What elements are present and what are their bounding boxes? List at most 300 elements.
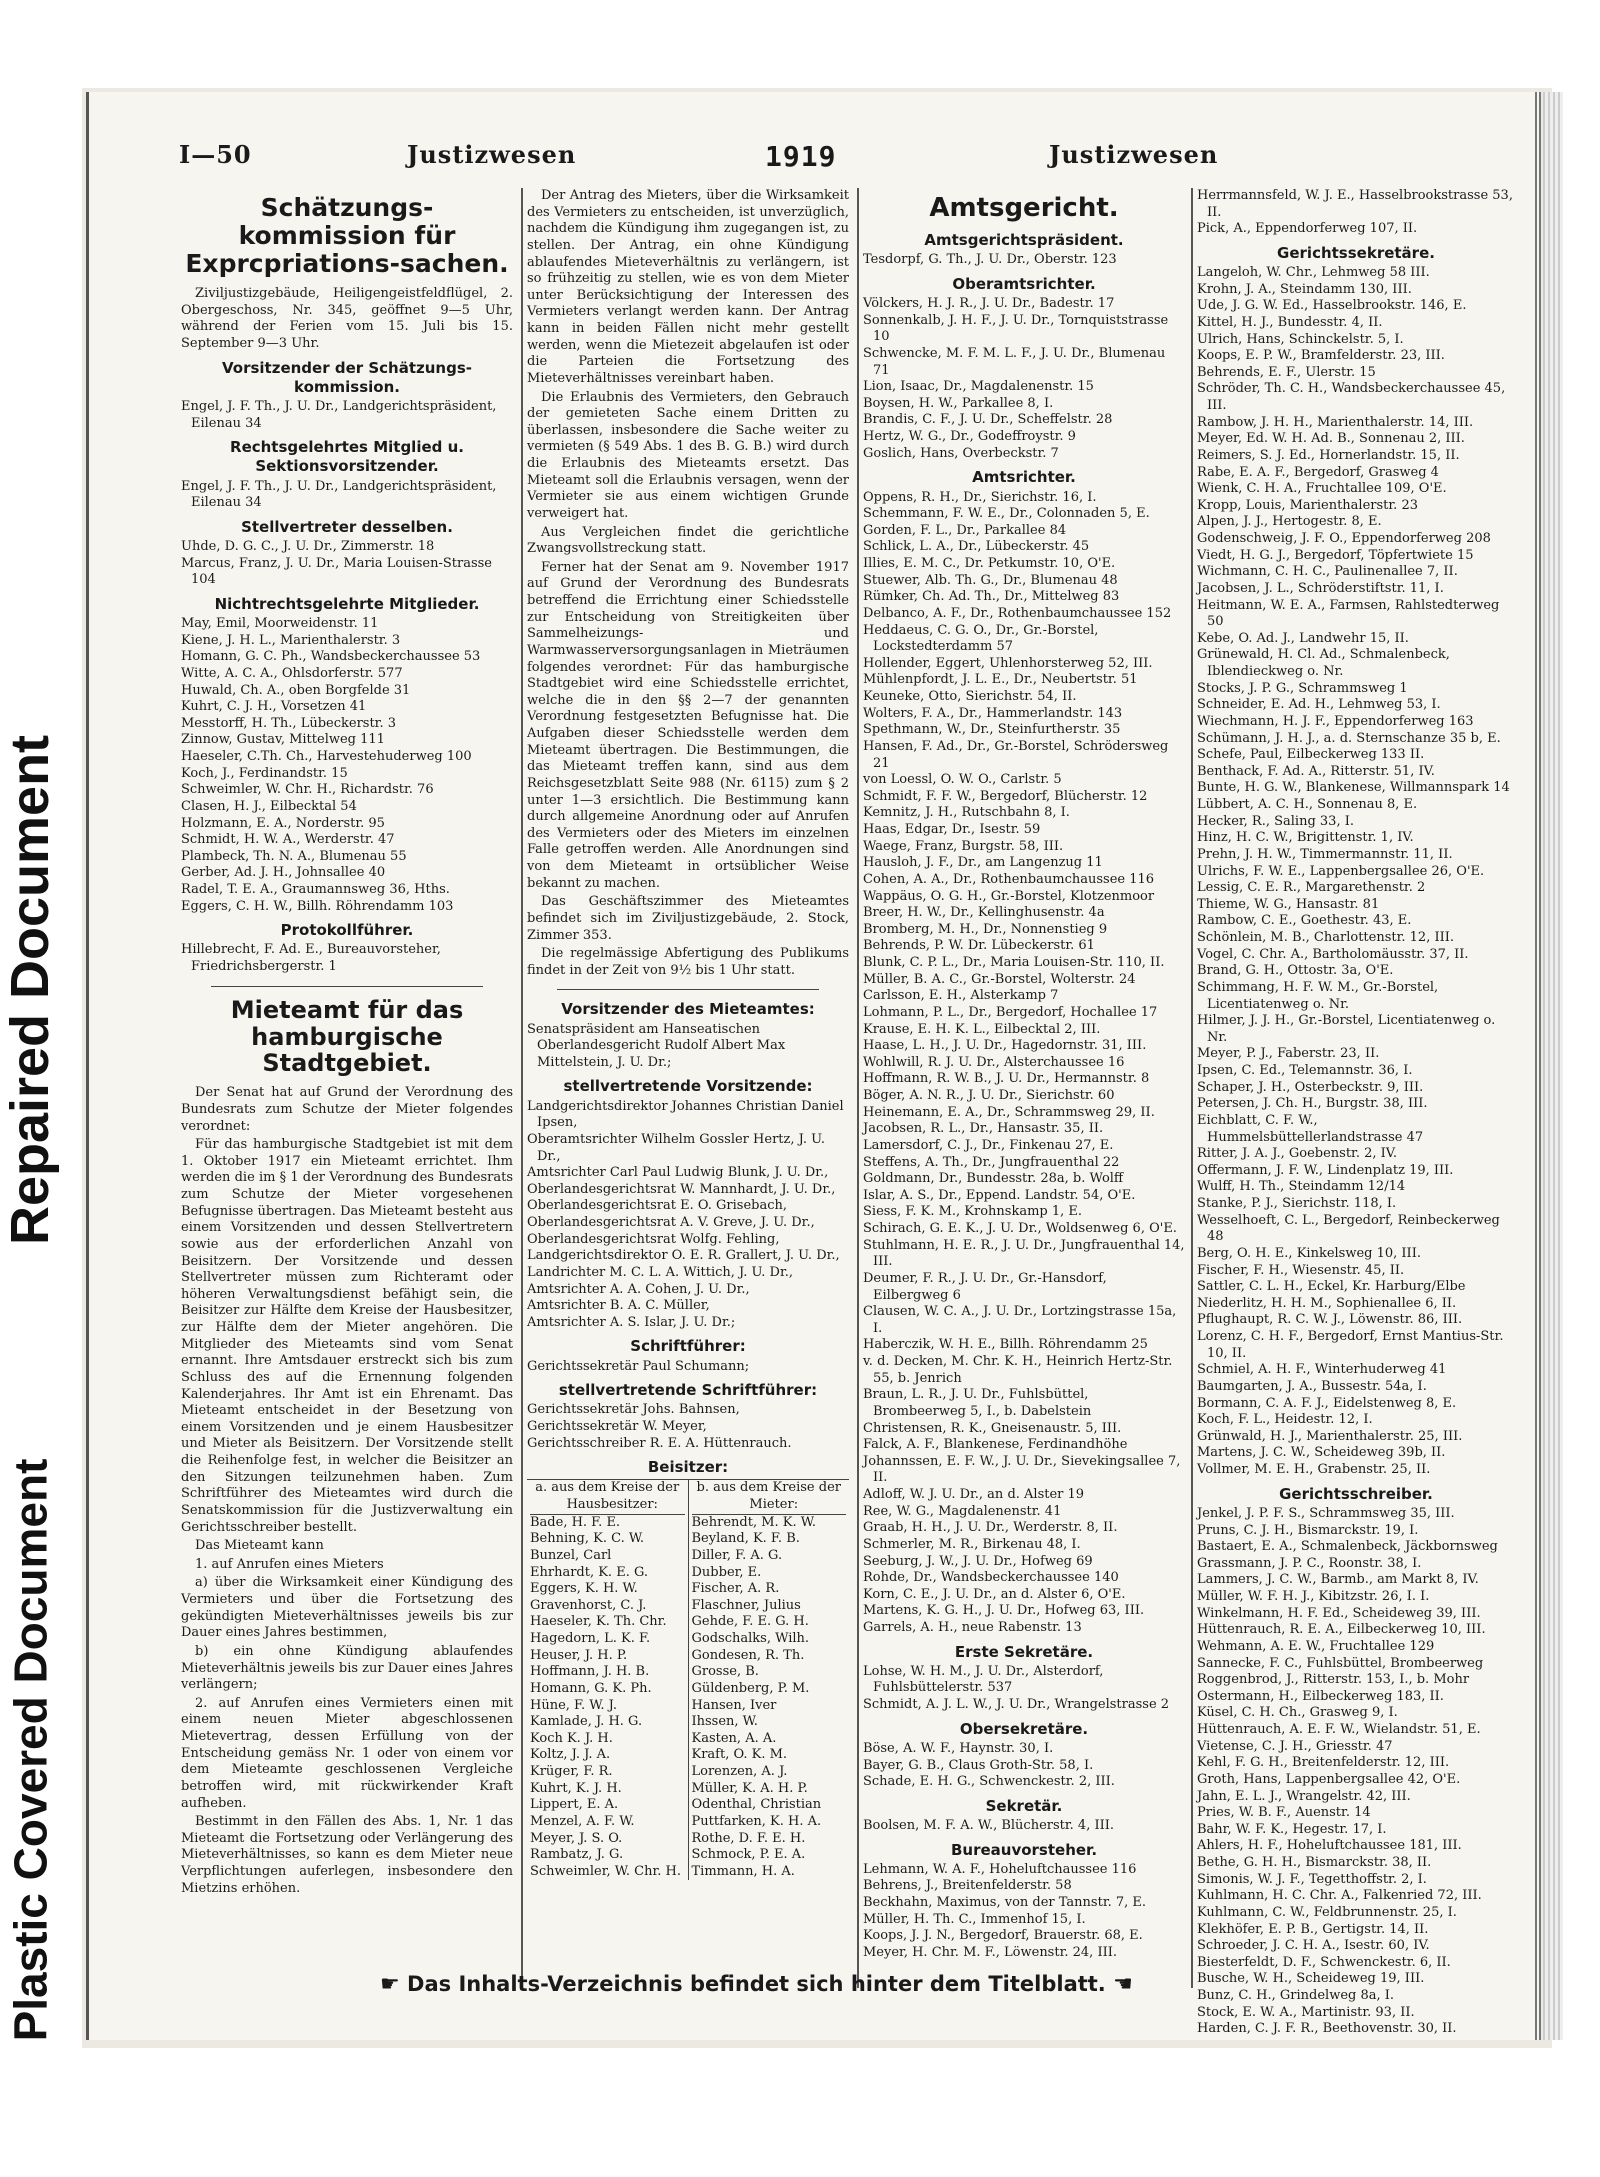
heading: Oberamtsrichter. [952,274,1096,293]
list-item: Boolsen, M. F. A. W., Blücherstr. 4, III. [863,1817,1115,1833]
list-item: Lion, Isaac, Dr., Magdalenenstr. 15 [863,379,1094,395]
list-item: Sannecke, F. C., Fuhlsbüttel, Brombeerweg [1197,1655,1484,1671]
list-item: Kamlade, J. H. G. [530,1714,643,1730]
list-item: Pries, W. B. F., Auenstr. 14 [1197,1805,1371,1821]
list-item: Wulff, H. Th., Steindamm 12/14 [1197,1179,1406,1195]
list-item: Engel, J. F. Th., J. U. Dr., Landgerichtspräsident, Eilenau 34 [181,398,497,431]
list-item: Koltz, J. J. A. [530,1747,611,1763]
list [181,616,513,915]
list-item: Schirach, G. E. K., J. U. Dr., Woldsenweg 6, O'E. [863,1221,1177,1237]
heading: stellvertretende Schriftführer: [558,1381,818,1400]
list-item: Hollender, Eggert, Uhlenhorsterweg 52, III. [863,655,1153,671]
list-item: Stuewer, Alb. Th. G., Dr., Blumenau 48 [863,572,1118,588]
list-item: Hertz, W. G., Dr., Godeffroystr. 9 [863,429,1076,445]
list-item: Oberlandesgerichtsrat A. V. Greve, J. U. Dr., [527,1215,815,1230]
list-item: Biesterfeldt, D. F., Schwenckestr. 6, II. [1197,1954,1451,1970]
list-item: Rohde, Dr., Wandsbeckerchaussee 140 [863,1570,1119,1586]
list-item: Oberlandesgerichtsrat W. Mannhardt, J. U. Dr., [527,1181,836,1197]
list-item: Vogel, C. Chr. A., Bartholomäusstr. 37, II. [1197,946,1469,962]
list-item: Martens, K. G. H., J. U. Dr., Hofweg 63, III. [863,1603,1145,1619]
list [863,252,1185,269]
list-item: Langeloh, W. Chr., Lehmweg 58 III. [1197,265,1430,281]
list-item: Schümann, J. H. J., a. d. Sternschanze 35 b, E. [1197,730,1501,746]
list-item: Simonis, W. J. F., Tegetthoffstr. 2, I. [1197,1871,1427,1887]
list-item: Odenthal, Christian [691,1797,822,1813]
list-item: Hoffmann, R. W. B., J. U. Dr., Hermannstr. 8 [863,1071,1150,1087]
list-item: Harden, C. J. F. R., Beethovenstr. 30, II. [1197,2021,1457,2037]
list-item: Heitmann, W. E. A., Farmsen, Rahlstedterweg 50 [1197,597,1500,630]
list [1197,188,1515,238]
list-item: Amtsrichter B. A. C. Müller, [527,1298,710,1314]
list-item: Behrendt, M. K. W. [691,1514,816,1530]
list-item: Pflughaupt, R. C. W. J., Löwenstr. 86, III. [1197,1312,1463,1328]
heading: Gerichtssekretäre. [1277,243,1435,262]
list-item: Kasten, A. A. [691,1730,777,1746]
list-item: Pick, A., Eppendorferweg 107, II. [1197,221,1418,237]
paragraph: Die Erlaubnis des Vermieters, den Gebrauch der gemieteten Sache einem Dritten zu überlassen, insbesondere die Sache weiter zu vermieten (§ 549 Abs. 1 des B. G. B.) wird durch die Erlaubnis des Mieteamts ersetzt. Das Mieteamt soll die Erlaubnis versagen, wenn der Vermieter sie aus einem wichtigen Grunde verweigert hat. [527,389,849,521]
list-item: Schmidt, F. F. W., Bergedorf, Blücherstr. 12 [863,788,1148,804]
list-item: Martens, J. C. W., Scheideweg 39b, II. [1197,1445,1446,1461]
list-item: Meyer, Ed. W. H. Ad. B., Sonnenau 2, III. [1197,431,1465,447]
list-item: Ude, J. G. W. Ed., Hasselbrookstr. 146, E. [1197,298,1467,314]
list-item: Oppens, R. H., Dr., Sierichstr. 16, I. [863,489,1097,505]
list-item: Deumer, F. R., J. U. Dr., Gr.-Hansdorf, Eilbergweg 6 [863,1270,1107,1303]
column-1 [181,188,513,2008]
list-item: Reimers, S. J. Ed., Hornerlandstr. 15, II. [1197,447,1460,463]
section-title-mieteamt: Mieteamt für das hamburgische Stadtgebiet. [230,995,464,1078]
list-item: Falck, A. F., Blankenese, Ferdinandhöhe [863,1437,1128,1453]
list [527,1099,849,1332]
list-item: Goldmann, Dr., Bundesstr. 28a, b. Wolff [863,1171,1124,1187]
list-item: Messtorff, H. Th., Lübeckerstr. 3 [181,715,396,731]
list-item: Lübbert, A. C. H., Sonnenau 8, E. [1197,797,1418,813]
list-item: Wienk, C. H. A., Fruchtallee 109, O'E. [1197,481,1447,497]
column-4 [1197,188,1515,2037]
list-item: Landgerichtsdirektor Johannes Christian Daniel Ipsen, [527,1098,844,1131]
paragraph: 2. auf Anrufen eines Vermieters einen mit einem neuen Mieter abgeschlossenen Mietevertrag, dessen Erfüllung von der Entscheidung gemäss Nr. 1 oder von einem vor dem Mieteamte geschlossenen Vergleiche betroffen wird, mit rückwirkender Kraft aufheben. [181,1695,513,1811]
list-item: Offermann, J. F. W., Lindenplatz 19, III. [1197,1162,1454,1178]
list-item: Graab, H. H., J. U. Dr., Werderstr. 8, II. [863,1520,1118,1536]
list-item: Fischer, F. H., Wiesenstr. 45, II. [1197,1262,1405,1278]
list-item: Homann, G. C. Ph., Wandsbeckerchaussee 53 [181,649,481,665]
list-item: Berg, O. H. E., Kinkelsweg 10, III. [1197,1245,1421,1261]
list [863,490,1185,1637]
list-item: Hagedorn, L. K. F. [530,1631,651,1647]
pointing-hand-right-icon: ☚ [1113,1972,1133,1997]
list-item: Lehmann, W. A. F., Hoheluftchaussee 116 [863,1861,1137,1877]
list-item: Ahlers, H. F., Hoheluftchaussee 181, III. [1197,1838,1462,1854]
list-item: Prehn, J. H. W., Timmermannstr. 11, II. [1197,846,1453,862]
list-item: Kiene, J. H. L., Marienthalerstr. 3 [181,632,401,648]
list-item: Rothe, D. F. E. H. [691,1830,806,1846]
list-item: Clausen, W. C. A., J. U. Dr., Lortzingstrasse 15a, I. [863,1304,1177,1336]
list-item: Schefe, Paul, Eilbeckerweg 133 II. [1197,747,1425,763]
list-item: Haberczik, W. H. E., Billh. Röhrendamm 25 [863,1337,1148,1353]
list-item: Ree, W. G., Magdalenenstr. 41 [863,1503,1062,1519]
list-item: Lippert, E. A. [530,1797,619,1813]
list-item: Rambatz, J. G. [530,1847,624,1863]
list-item: Hüttenrauch, R. E. A., Eilbeckerweg 10, III. [1197,1622,1486,1638]
list-item: Flaschner, Julius [691,1597,801,1613]
paragraph: Ferner hat der Senat am 9. November 1917 auf Grund der Verordnung des Bundesrats betreffend die Errichtung einer Schiedsstelle zur Entscheidung von Streitigkeiten über Sammelheizungs- und Warmwasserversorgungsanlagen in Mieträumen folgendes verordnet: Für das hamburgische Stadtgebiet wird eine Schiedsstelle errichtet, welche die in den §§ 2—7 der genannten Verordnung festgesetzten Befugnisse hat. Die Aufgaben dieser Schiedsstelle werden dem Mieteamt übertragen. Die Bestimmungen, die das Mieteamt treffen kann, sind aus dem Reichsgesetzblatt Seite 988 (Nr. 6115) zum § 2 unter 1—3 ersichtlich. Die Bestimmung kann durch allgemeine Anordnung oder auf Anrufen des Vermieters oder des Mieters im einzelnen Falle getroffen werden. Alle Anordnungen sind von dem Mieteamt in ortsüblicher Weise bekannt zu machen. [527,559,849,891]
list-item: Landgerichtsdirektor O. E. R. Grallert, J. U. Dr., [527,1248,840,1264]
page-edge-strip [1543,92,1563,2040]
list-item: Holzmann, E. A., Norderstr. 95 [181,815,385,831]
list-item: Blunk, C. P. L., Dr., Maria Louisen-Str. 110, II. [863,955,1165,971]
list [530,1515,685,1881]
list-item: Wappäus, O. G. H., Gr.-Borstel, Klotzenmoor [863,888,1155,904]
list-item: Ulrichs, F. W. E., Lappenbergsallee 26, O'E. [1197,863,1485,879]
list-item: Lamersdorf, C. J., Dr., Finkenau 27, E. [863,1137,1114,1153]
list-item: Stanke, P. J., Sierichstr. 118, I. [1197,1196,1397,1212]
list-item: Ihssen, W. [691,1714,758,1730]
list-item: Sattler, C. L. H., Eckel, Kr. Harburg/Elbe [1197,1279,1466,1295]
list-item: Seeburg, J. W., J. U. Dr., Hofweg 69 [863,1553,1093,1569]
list-item: May, Emil, Moorweidenstr. 11 [181,616,379,631]
list-item: v. d. Decken, M. Chr. K. H., Heinrich Hertz-Str. 55, b. Jenrich [863,1354,1173,1386]
list-item: Grassmann, J. P. C., Roonstr. 38, I. [1197,1555,1422,1571]
list-item: Islar, A. S., Dr., Eppend. Landstr. 54, O'E. [863,1187,1136,1203]
list-item: Eggers, K. H. W. [530,1581,638,1597]
list-item: Jacobsen, R. L., Dr., Hansastr. 35, II. [863,1121,1104,1137]
list-item: Marcus, Franz, J. U. Dr., Maria Louisen-Strasse 104 [181,555,493,588]
list [181,539,513,589]
paragraph: Bestimmt in den Fällen des Abs. 1, Nr. 1 das Mieteamt die Fortsetzung oder Verlängerung des Mieteverhältnisses, so kann es dem Mieter neue Verpflichtungen auferlegen, insbesondere den Mietzins erhöhen. [181,1814,513,1896]
paragraph: Das Geschäftszimmer des Mieteamtes befindet sich im Ziviljustizgebäude, 2. Stock, Zimmer 353. [527,894,849,943]
list-item: Hoffmann, J. H. B. [530,1664,650,1680]
list-item: Hansen, Iver [691,1697,777,1713]
list-item: Krüger, F. R. [530,1764,613,1780]
list-item: Hausloh, J. F., Dr., am Langenzug 11 [863,855,1103,871]
col-header: b. aus dem Kreise der Mieter: [692,1480,847,1514]
list-item: Küsel, C. H. Ch., Grasweg 9, I. [1197,1705,1398,1721]
list-item: Ostermann, H., Eilbeckerweg 183, II. [1197,1688,1444,1704]
list-item: Schimmang, H. F. W. M., Gr.-Borstel, Licentiatenweg o. Nr. [1197,979,1439,1012]
heading: Obersekretäre. [959,1719,1089,1738]
list-item: Lorenz, C. H. F., Bergedorf, Ernst Mantius-Str. 10, II. [1197,1329,1504,1361]
list-item: Gerichtssekretär W. Meyer, [527,1419,707,1434]
list-item: Gondesen, R. Th. [691,1647,805,1663]
list-item: Steffens, A. Th., Dr., Jungfrauenthal 22 [863,1154,1120,1170]
list [863,1741,1185,1791]
list-item: Rabe, E. A. F., Bergedorf, Grasweg 4 [1197,464,1439,480]
running-head-left: Justizwesen [407,140,577,169]
columns [181,188,1513,2037]
list-item: Haas, Edgar, Dr., Isestr. 59 [863,822,1041,838]
list-item: Koch, F. L., Heidestr. 12, I. [1197,1412,1373,1428]
list-item: Oberamtsrichter Wilhelm Gossler Hertz, J. U. Dr., [527,1131,825,1164]
heading: Nichtrechtsgelehrte Mitglieder. [214,594,480,613]
list-item: Gerichtsschreiber R. E. A. Hüttenrauch. [527,1435,792,1451]
list-item: Waege, Franz, Burgstr. 58, III. [863,838,1064,854]
list-item: Pruns, C. J. H., Bismarckstr. 19, I. [1197,1522,1419,1538]
list-item: Grünwald, H. J., Marienthalerstr. 25, III. [1197,1428,1463,1444]
address-note: Ziviljustizgebäude, Heiligengeistfeldflügel, 2. Obergeschoss, Nr. 345, geöffnet 9—5 Uhr, während der Ferien vom 15. Juli bis 15. September 9—3 Uhr. [181,286,513,351]
list-item: Haeseler, K. Th. Chr. [530,1614,667,1630]
heading: Stellvertreter desselben. [241,517,453,536]
list-item: Groth, Hans, Lappenbergsallee 42, O'E. [1197,1771,1461,1787]
list [1197,265,1515,1479]
heading: Vorsitzender der Schätzungs-kommission. [221,358,473,396]
heading: stellvertretende Vorsitzende: [563,1077,813,1096]
list-item: Böse, A. W. F., Haynstr. 30, I. [863,1740,1054,1756]
list-item: Wehmann, A. E. W., Fruchtallee 129 [1197,1638,1435,1654]
list [527,1402,849,1452]
list-item: Hüttenrauch, A. E. F. W., Wielandstr. 51, E. [1197,1722,1481,1737]
list-item: Godschalks, Wilh. [691,1631,810,1647]
list-item: Gravenhorst, C. J. [530,1597,647,1613]
list-item: Spethmann, W., Dr., Steinfurtherstr. 35 [863,722,1121,738]
list-item: Bethe, G. H. H., Bismarckstr. 38, II. [1197,1855,1432,1870]
list-item: Behrens, J., Breitenfelderstr. 58 [863,1878,1072,1894]
heading: Amtsgerichtspräsident. [924,231,1124,250]
list-item: Roggenbrod, J., Ritterstr. 153, I., b. Mohr [1197,1672,1470,1688]
list [181,479,513,512]
list-item: Brandis, C. F., J. U. Dr., Scheffelstr. 28 [863,412,1113,428]
list-item: Radel, T. E. A., Graumannsweg 36, Hths. [181,882,450,897]
heading: Gerichtsschreiber. [1279,1484,1433,1503]
heading: Beisitzer: [647,1458,729,1477]
list-item: Gehde, F. E. G. H. [691,1614,809,1630]
list-item: Müller, W. F. H. J., Kibitzstr. 26, I. I. [1197,1589,1430,1604]
list-item: Clasen, H. J., Eilbecktal 54 [181,798,357,814]
list-item: Ritter, J. A. J., Goebenstr. 2, IV. [1197,1146,1398,1162]
list-item: Boysen, H. W., Parkallee 8, I. [863,395,1054,411]
heading: Schriftführer: [630,1337,746,1356]
list-item: Bunte, H. G. W., Blankenese, Willmannspark 14 [1197,780,1510,796]
list-item: Wolters, F. A., Dr., Hammerlandstr. 143 [863,705,1123,721]
list-item: Ipsen, C. Ed., Telemannstr. 36, I. [1197,1063,1413,1079]
list-item: Haeseler, C.Th. Ch., Harvestehuderweg 100 [181,749,472,764]
list-item: Schwencke, M. F. M. L. F., J. U. Dr., Blumenau 71 [863,345,1166,378]
list-item: Lorenzen, A. J. [691,1764,788,1780]
list-item: Lammers, J. C. W., Barmb., am Markt 8, IV. [1197,1572,1479,1588]
list-item: Bunzel, Carl [530,1547,612,1563]
list-item: Hillebrecht, F. Ad. E., Bureauvorsteher, Friedrichsbergerstr. 1 [181,942,441,975]
paragraphs [527,188,849,979]
list-item: Tesdorpf, G. Th., J. U. Dr., Oberstr. 123 [863,252,1117,268]
list-item: Adloff, W. J. U. Dr., an d. Alster 19 [863,1487,1085,1503]
list-item: Kuhlmann, H. C. Chr. A., Falkenried 72, III. [1197,1888,1482,1904]
list-item: Eggers, C. H. W., Billh. Röhrendamm 103 [181,898,454,914]
list-item: Böger, A. N. R., J. U. Dr., Sierichstr. 60 [863,1088,1115,1104]
heading: Bureauvorsteher. [950,1840,1098,1859]
entry: Gerichtssekretär Paul Schumann; [527,1358,750,1374]
list-item: Klekhöfer, E. P. B., Gertigstr. 14, II. [1197,1921,1429,1937]
running-head-right: Justizwesen [1049,140,1219,169]
list-item: Herrmannsfeld, W. J. E., Hasselbrookstrasse 53, II. [1197,188,1513,220]
list-item: Oberlandesgerichtsrat Wolfg. Fehling, [527,1231,780,1247]
list-item: Schmidt, H. W. A., Werderstr. 47 [181,832,395,848]
side-label-plastic-text: Plastic Covered Document [4,1458,56,2042]
list-item: Stuhlmann, H. E. R., J. U. Dr., Jungfrauenthal 14, III. [863,1237,1185,1270]
list-item: Schröder, Th. C. H., Wandsbeckerchaussee 45, III. [1197,381,1506,414]
list-item: Dubber, E. [691,1564,762,1580]
divider [557,989,819,990]
pointing-hand-left-icon: ☛ [380,1972,400,1997]
list-item: Goslich, Hans, Overbeckstr. 7 [863,445,1059,461]
list [863,1818,1185,1835]
paragraph: Die regelmässige Abfertigung des Publikums findet in der Zeit von 9½ bis 1 Uhr statt. [527,946,849,978]
list-item: Cohen, A. A., Dr., Rothenbaumchaussee 116 [863,871,1155,887]
list [1197,1506,1515,2038]
list-item: Johannssen, E. F. W., J. U. Dr., Sievekingsallee 7, II. [863,1453,1181,1486]
paragraph: Das Mieteamt kann [195,1538,324,1554]
list-item: Behrends, P. W. Dr. Lübeckerstr. 61 [863,938,1095,954]
list [181,942,513,975]
list-item: Behrends, E. F., Ulerstr. 15 [1197,364,1376,380]
list-item: Koch K. J. H. [530,1730,613,1746]
list-item: Kebe, O. Ad. J., Landwehr 15, II. [1197,630,1409,646]
list-item: Busche, W. H., Scheideweg 19, III. [1197,1971,1425,1987]
list-item: Schaper, J. H., Osterbeckstr. 9, III. [1197,1079,1424,1095]
list-item: Amtsrichter A. A. Cohen, J. U. Dr., [527,1281,750,1297]
column-2 [527,188,849,2008]
paragraph: Der Senat hat auf Grund der Verordnung des Bundesrats zum Schutze der Mieter folgendes verordnet: [181,1085,513,1134]
list-item: Bromberg, M. H., Dr., Nonnenstieg 9 [863,921,1108,937]
list-item: Alpen, J. J., Hertogestr. 8, E. [1197,514,1382,530]
list-item: Schade, E. H. G., Schwenckestr. 2, III. [863,1774,1115,1790]
list-item: Schmidt, A. J. L. W., J. U. Dr., Wrangelstrasse 2 [863,1697,1170,1713]
beisitzer-col-a [527,1480,689,1880]
list-item: Timmann, H. A. [691,1863,795,1879]
list-item: Engel, J. F. Th., J. U. Dr., Landgerichtspräsident, Eilenau 34 [181,478,497,511]
paragraph: Der Antrag des Mieters, über die Wirksamkeit des Vermieters zu entscheiden, ist unverzüglich, nachdem die Kündigung ihm zugegangen ist, zu stellen. Der Antrag, ein ohne Kündigung ablaufendes Mieteverhältnis zu verlängern, ist so frühzeitig zu stellen, wie es von dem Mieter unter Berücksichtigung der Interessen des Vermieters verlangt werden kann. Der Antrag kann in beiden Fällen nicht mehr gestellt werden, wenn die Mietezeit abgelaufen ist oder die Parteien die Fortsetzung des Mieteverhältnisses vereinbart haben. [527,188,849,386]
list-item: Beyland, K. F. B. [691,1531,800,1547]
list-item: Wichmann, C. H. C., Paulinenallee 7, II. [1197,564,1458,580]
list-item: Schemmann, F. W. E., Dr., Colonnaden 5, E. [863,506,1150,522]
list-item: Schmerler, M. R., Birkenau 48, I. [863,1536,1081,1552]
list-item: Bayer, G. B., Claus Groth-Str. 58, I. [863,1757,1094,1773]
list-item: Bormann, C. A. F. J., Eidelstenweg 8, E. [1197,1395,1457,1411]
beisitzer-table [527,1479,849,1880]
list-item: Landrichter M. C. L. A. Wittich, J. U. Dr., [527,1264,794,1280]
list-item: Hecker, R., Saling 33, I. [1197,813,1354,829]
list-item: Rümker, Ch. Ad. Th., Dr., Mittelweg 83 [863,589,1120,605]
list-item: Petersen, J. Ch. H., Burgstr. 38, III. [1197,1096,1428,1112]
list-item: Meyer, H. Chr. M. F., Löwenstr. 24, III. [863,1944,1117,1960]
list-item: Braun, L. R., J. U. Dr., Fuhlsbüttel, Brombeerweg 5, I., b. Dabelstein [863,1387,1092,1419]
list-item: Jenkel, J. P. F. S., Schrammsweg 35, III. [1197,1505,1455,1521]
list-item: Kraft, O. K. M. [691,1747,788,1763]
list-item: Ehrhardt, K. E. G. [530,1564,649,1580]
list [692,1515,847,1881]
list-item: Amtsrichter Carl Paul Ludwig Blunk, J. U. Dr., [527,1165,829,1181]
list-item: Müller, K. A. H. P. [691,1780,808,1796]
column-3 [863,188,1185,2008]
list-item: Uhde, D. G. C., J. U. Dr., Zimmerstr. 18 [181,538,435,554]
list-item: Hüne, F. W. J. [530,1697,617,1713]
list-item: Schmiel, A. H. F., Winterhuderweg 41 [1197,1362,1447,1378]
paragraph: 1. auf Anrufen eines Mieters [195,1556,384,1572]
list-item: Fischer, A. R. [691,1581,780,1597]
list-item: Huwald, Ch. A., oben Borgfelde 31 [181,682,411,698]
list-item: Amtsrichter A. S. Islar, J. U. Dr.; [527,1314,736,1330]
list-item: Puttfarken, K. H. A. [691,1813,822,1829]
list-item: Behning, K. C. W. [530,1531,645,1547]
list-item: Heddaeus, C. G. O., Dr., Gr.-Borstel, Lockstedterdamm 57 [863,622,1099,655]
list-item: Wesselhoeft, C. L., Bergedorf, Reinbeckerweg 48 [1197,1212,1500,1245]
side-label-repaired [0,660,60,1320]
footer-text: Das Inhalts-Verzeichnis befindet sich hinter dem Titelblatt. [407,1972,1106,1996]
footer-note [380,1972,1133,1997]
list-item: Stock, E. W. A., Martinistr. 93, II. [1197,2004,1415,2020]
heading: Amtsrichter. [972,468,1076,487]
list-item: von Loessl, O. W. O., Carlstr. 5 [863,772,1062,788]
list-item: Schweimler, W. Chr. H., Richardstr. 76 [181,782,434,798]
list-item: Christensen, R. K., Gneisenaustr. 5, III. [863,1420,1122,1436]
list [863,1664,1185,1714]
section-title-amtsgericht: Amtsgericht. [929,193,1119,223]
list-item: Krause, E. H. K. L., Eilbecktal 2, III. [863,1021,1101,1037]
list-item: Wohlwill, R. J. U. Dr., Alsterchaussee 16 [863,1054,1125,1070]
list-item: Kropp, Louis, Marienthalerstr. 23 [1197,497,1418,513]
list-item: Illies, E. M. C., Dr. Petkumstr. 10, O'E. [863,556,1116,572]
list-item: Schönlein, M. B., Charlottenstr. 12, III. [1197,930,1455,946]
list-item: Grünewald, H. Cl. Ad., Schmalenbeck, Iblendieckweg o. Nr. [1197,647,1450,680]
list-item: Müller, H. Th. C., Immenhof 15, I. [863,1911,1086,1927]
list-item: Vollmer, M. E. H., Grabenstr. 25, II. [1197,1462,1431,1478]
side-label-plastic [0,1400,60,2100]
list-item: Meyer, J. S. O. [530,1830,623,1846]
paragraph: Für das hamburgische Stadtgebiet ist mit dem 1. Oktober 1917 ein Mieteamt errichtet. Ihm werden die im § 1 der Verordnung des Bundesrats zum Schutze der Mieter vorgesehenen Befugnisse übertragen. Das Mieteamt besteht aus einem Vorsitzenden und dessen Stellvertretern sowie aus der erforderlichen Anzahl von Beisitzern. Der Vorsitzende und dessen Stellvertreter müssen zum Richteramt oder höheren Verwaltungsdienst befähigt sein, die Beisitzer zur Hälfte dem Kreise der Hausbesitzer, zur Hälfte dem der Mieter angehören. Die Mitglieder des Mieteamts sind vom Senat ernannt. Ihre Amtsdauer erstreckt sich bis zum Schluss des auf die Ernennung folgenden Kalenderjahres. Ihr Amt ist ein Ehrenamt. Das Mieteamt entscheidet in der Besetzung von einem Vorsitzenden und je einem Hausbesitzer und Mieter als Beisitzern. Der Vorsitzende stellt die Reihenfolge fest, in welcher die Beisitzer an den Sitzungen teilzunehmen haben. Zum Schriftführer des Mieteamtes wird durch die Senatskommission für die Justizverwaltung ein Gerichtsschreiber bestellt. [181,1137,513,1535]
list-item: Siess, F. K. M., Krohnskamp 1, E. [863,1204,1083,1220]
list-item: Kuhlmann, C. W., Feldbrunnenstr. 25, I. [1197,1904,1457,1920]
list-item: Völckers, H. J. R., J. U. Dr., Badestr. 17 [863,296,1115,312]
list-item: Rambow, C. E., Goethestr. 43, E. [1197,913,1412,929]
list-item: Lohse, W. H. M., J. U. Dr., Alsterdorf, Fuhlsbüttelerstr. 537 [863,1663,1104,1696]
list-item: Güldenberg, P. M. [691,1680,810,1696]
list-item: Koch, J., Ferdinandstr. 15 [181,765,348,781]
list-item: Niederlitz, H. H. M., Sophienallee 6, II. [1197,1295,1457,1311]
list [863,296,1185,462]
heading: Rechtsgelehrtes Mitglied u. Sektionsvorsitzender. [230,438,464,476]
list-item: Grosse, B. [691,1664,759,1680]
divider [211,986,483,987]
list-item: Keuneke, Otto, Sierichstr. 54, II. [863,689,1077,705]
list-item: Bade, H. F. E. [530,1514,621,1530]
list-item: Plambeck, Th. N. A., Blumenau 55 [181,848,407,864]
list-item: Jacobsen, J. L., Schröderstiftstr. 11, I. [1197,580,1444,596]
list-item: Thieme, W. G., Hansastr. 81 [1197,896,1380,912]
list-item: Brand, G. H., Ottostr. 3a, O'E. [1197,963,1394,979]
list-item: Müller, B. A. C., Gr.-Borstel, Wolterstr. 24 [863,971,1136,987]
list-item: Haase, L. H., J. U. Dr., Hagedornstr. 31, III. [863,1038,1147,1054]
list-item: Lessig, C. E. R., Margarethenstr. 2 [1197,880,1426,896]
entry: Senatspräsident am Hanseatischen Oberlandesgericht Rudolf Albert Max Mittelstein, J. U. Dr.; [527,1021,786,1070]
list-item: Beckhahn, Maximus, von der Tannstr. 7, E. [863,1895,1147,1911]
running-head-year: 1919 [765,140,837,173]
list-item: Bahr, W. F. K., Hegestr. 17, I. [1197,1821,1387,1837]
list-item: Winkelmann, H. F. Ed., Scheideweg 39, III. [1197,1605,1481,1621]
section-title-schaetzung: Schätzungs-kommission für Exprcpriations-sachen. [185,193,509,278]
list-item: Mühlenpfordt, J. L. E., Dr., Neubertstr. 51 [863,672,1138,688]
list-item: Schroeder, J. C. H. A., Isestr. 60, IV. [1197,1938,1430,1954]
list-item: Bunz, C. H., Grindelweg 8a, I. [1197,1988,1395,2003]
list-item: Sonnenkalb, J. H. F., J. U. Dr., Tornquiststrasse 10 [863,312,1169,345]
list-item: Stocks, J. P. G., Schrammsweg 1 [1197,680,1408,696]
list-item: Korn, C. E., J. U. Dr., an d. Alster 6, O'E. [863,1586,1126,1602]
heading: Vorsitzender des Mieteamtes: [561,1000,815,1019]
heading: Protokollführer. [280,921,414,940]
list-item: Oberlandesgerichtsrat E. O. Grisebach, [527,1198,788,1214]
list-item: Vietense, C. J. H., Griesstr. 47 [1197,1738,1393,1754]
paragraph: Aus Vergleichen findet die gerichtliche Zwangsvollstreckung statt. [527,524,849,557]
list [863,1862,1185,1962]
heading: Sekretär. [985,1796,1063,1815]
list-item: Zinnow, Gustav, Mittelweg 111 [181,732,385,748]
list-item: Schlick, L. A., Dr., Lübeckerstr. 45 [863,539,1090,555]
